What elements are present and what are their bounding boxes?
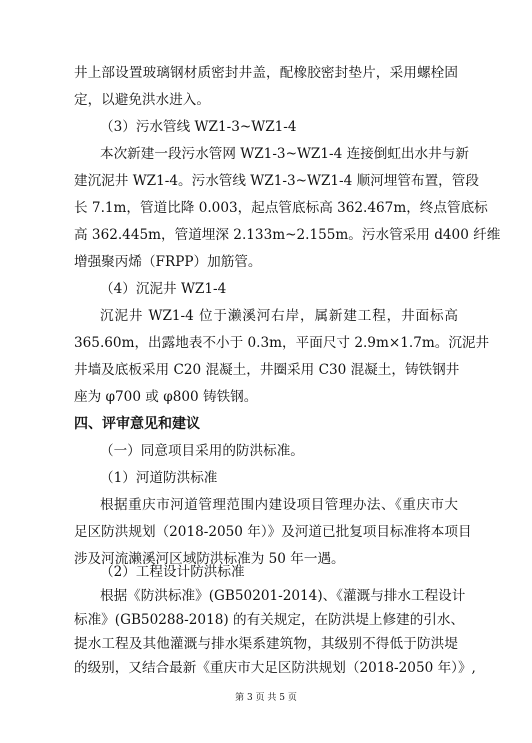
text-line: 井上部设置玻璃钢材质密封井盖，配橡胶密封垫片，采用螺栓固 — [74, 65, 458, 81]
text-line: 沉泥井 WZ1-4 位于濑溪河右岸，属新建工程，井面标高 — [100, 308, 458, 324]
subheading: （2）工程设计防洪标准 — [100, 564, 245, 580]
subheading: （一）同意项目采用的防洪标准。 — [100, 443, 304, 459]
section-heading: 四、评审意见和建议 — [74, 416, 200, 432]
text-line: 涉及河流濑溪河区域防洪标准为 50 年一遇。 — [74, 551, 345, 567]
text-line: 标准》(GB50288-2018) 的有关规定，在防洪堤上修建的引水、 — [74, 612, 465, 628]
text-line: 足区防洪规划（2018-2050 年）》及河道已批复项目标准将本项目 — [74, 524, 472, 540]
text-line: 井墙及底板采用 C20 混凝土，井圈采用 C30 混凝土，铸铁钢井 — [74, 362, 460, 378]
subheading: （1）河道防洪标准 — [100, 470, 218, 486]
text-line: 提水工程及其他灌溉与排水渠系建筑物，其级别不得低于防洪堤 — [74, 636, 458, 652]
page-footer: 第 3 页 共 5 页 — [235, 693, 297, 703]
text-line: 本次新建一段污水管网 WZ1-3~WZ1-4 连接倒虹出水井与新 — [100, 146, 469, 162]
text-line: 长 7.1m，管道比降 0.003，起点管底标高 362.467m，终点管底标 — [74, 200, 488, 216]
text-line: 定，以避免洪水进入。 — [74, 92, 210, 108]
text-line: 建沉泥井 WZ1-4。污水管线 WZ1-3~WZ1-4 顺河埋管布置，管段 — [74, 173, 479, 189]
text-line: 根据《防洪标准》(GB50201-2014)、《灌溉与排水工程设计 — [100, 588, 466, 604]
text-line: 的级别，又结合最新《重庆市大足区防洪规划（2018-2050 年）》, — [74, 660, 476, 676]
text-line: 座为 φ700 或 φ800 铸铁钢。 — [74, 389, 258, 405]
subheading: （4）沉泥井 WZ1-4 — [100, 281, 227, 297]
text-line: 365.60m，出露地表不小于 0.3m，平面尺寸 2.9m×1.7m。沉泥井 — [74, 335, 490, 351]
subheading: （3）污水管线 WZ1-3~WZ1-4 — [100, 119, 297, 135]
text-line: 高 362.445m，管道埋深 2.133m~2.155m。污水管采用 d400 纤维 — [74, 227, 501, 243]
text-line: 增强聚丙烯（FRPP）加筋管。 — [74, 254, 262, 270]
text-line: 根据重庆市河道管理范围内建设项目管理办法、《重庆市大 — [100, 497, 458, 513]
